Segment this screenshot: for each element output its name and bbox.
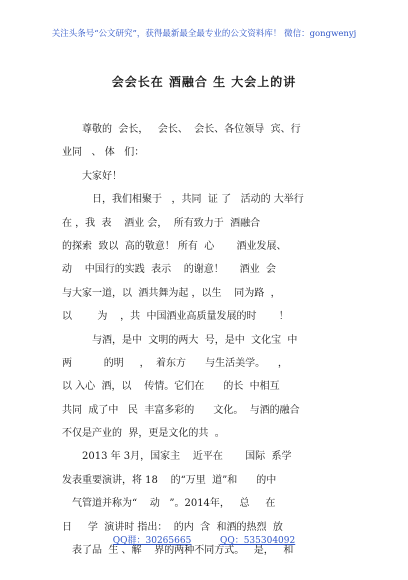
qq-link[interactable]: QQ：535304092 — [219, 536, 296, 546]
body-line: 大家好！ — [82, 170, 122, 182]
body-line: 动 中国行的实践 表示 的谢意！ 酒业 会 — [62, 264, 277, 276]
body-line: 日 学 演讲时 指出： 的内 含 和酒的热烈 放 — [62, 521, 283, 533]
body-line: 日，我们相聚于 ，共同 证 了 活动的 大举行 — [92, 194, 304, 206]
document-body — [62, 118, 352, 562]
body-line: 不仅是产业的 界，更是文化的共 。 — [62, 428, 225, 440]
document-title: 会会长在 酒融合 生 大会上的讲 — [111, 75, 297, 89]
body-line: 气管道并称为“ 动 ”。2014年， 总 在 — [72, 498, 276, 510]
qq-group-link[interactable]: QQ群：30265665 — [112, 536, 192, 546]
body-line: 共同 成了中 民 丰富多彩的 文化。 与酒的融合 — [62, 404, 300, 416]
body-line: 以 入心 酒，以 传情。它们在 的长 中相互 — [62, 381, 280, 393]
body-line: 2013 年 3月，国家主 近平在 国际 系学 — [82, 451, 292, 463]
header-notice: 关注头条号“公文研究”，获得最新最全最专业的公文资料库！ 微信：gongwenyj — [51, 29, 357, 39]
body-line: 在 ，我 表 酒业 会， 所有致力于 酒融合 — [62, 217, 261, 229]
body-line: 与酒，是中 文明的两大 号，是中 文化宝 中 — [92, 334, 298, 346]
body-line: 表了品 生 、解 界的两种不同方式。 是， 和 — [72, 545, 294, 557]
body-line: 与大家一道，以 酒共舞为起 ，以生 同为路 ， — [62, 287, 281, 299]
body-line: 以 为 ，共 中国酒业高质量发展的时 ！ — [62, 311, 289, 323]
body-line: 尊敬的 会长， 会长、 会长、各位领导 宾、行 — [82, 124, 301, 135]
body-line: 的探索 致以 高的敬意！ 所有 心 酒业发展、 — [62, 240, 287, 252]
body-line: 发表重要演讲，将 18 的“万里 道”和 的中 — [62, 474, 277, 486]
footer-contact — [0, 533, 408, 546]
body-line: 业同 、 体 们： — [62, 147, 145, 159]
body-line: 两 的明 ， 着东方 与生活美学。 ， — [62, 357, 288, 369]
